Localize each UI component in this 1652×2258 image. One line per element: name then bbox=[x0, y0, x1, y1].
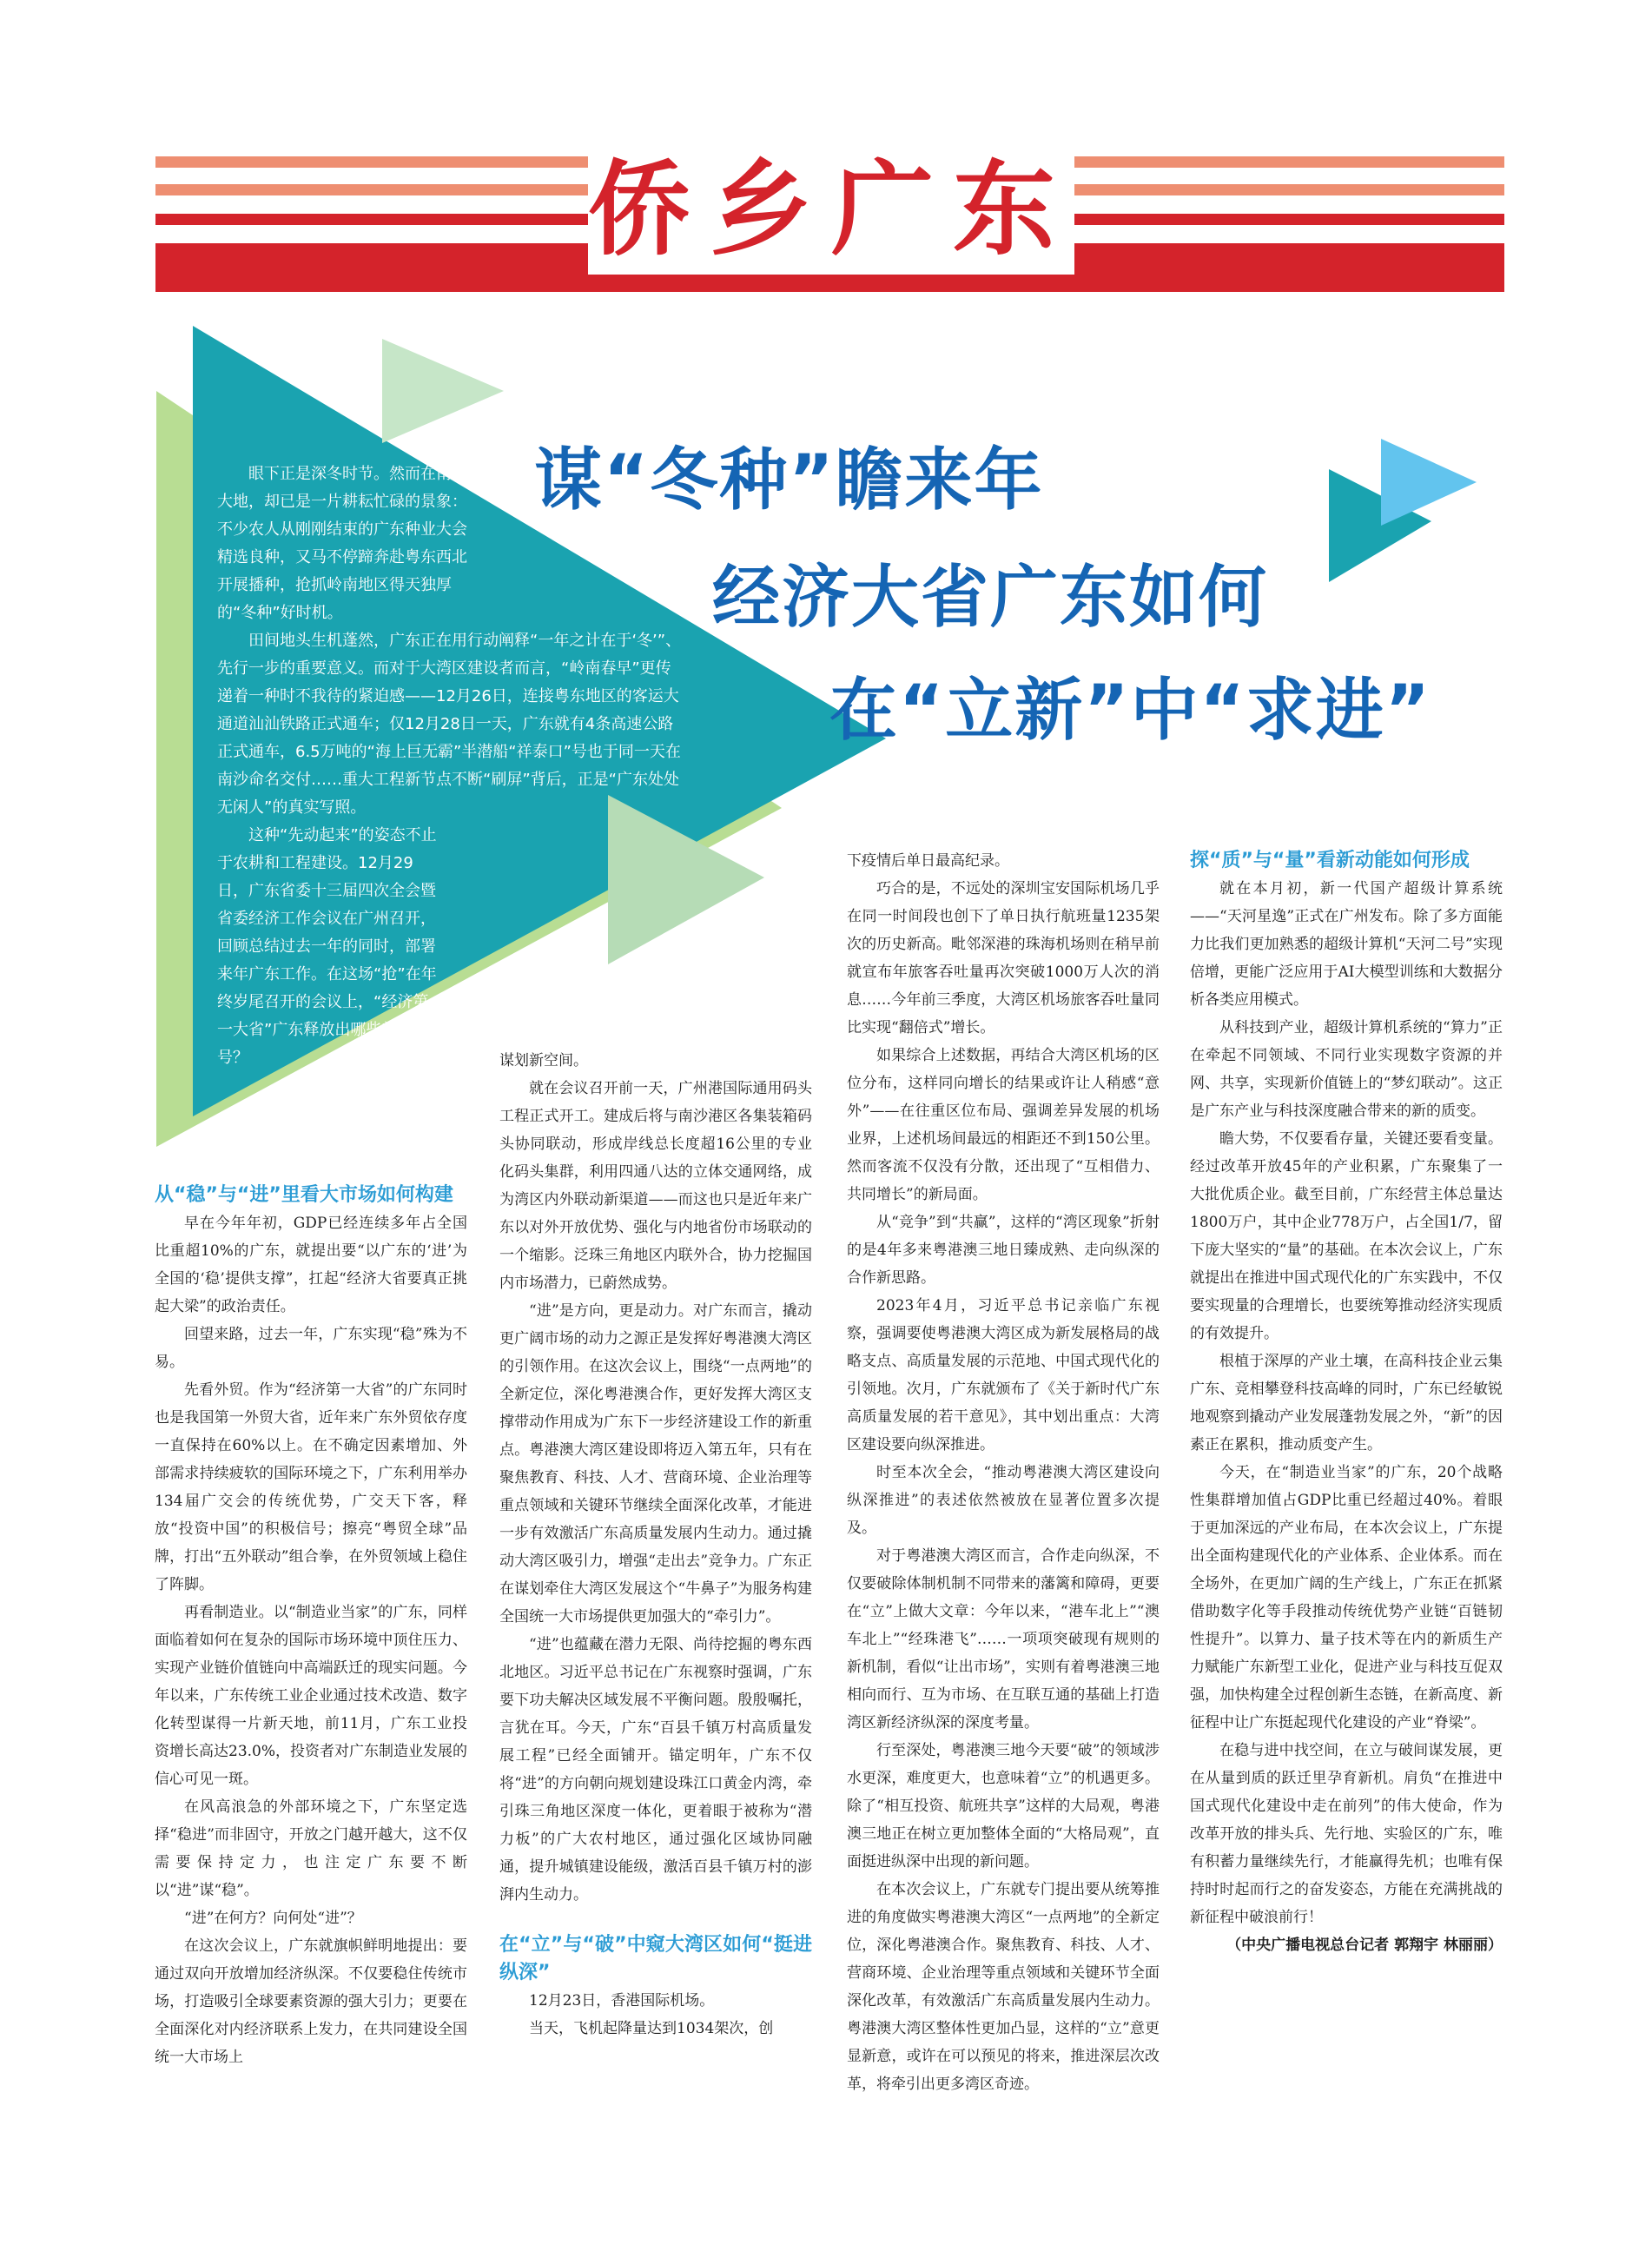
paragraph: 再看制造业。以“制造业当家”的广东，同样面临着如何在复杂的国际市场环境中顶住压力、实现产业链价值链向中高端跃迁的现实问题。今年以来，广东传统工业企业通过技术改造、数字化转型谋得一片新天地，前11月，广东工业投资增长高达23.0%，投资者对广东制造业发展的信心可见一斑。 bbox=[155, 1604, 468, 1788]
paragraph: “进”是方向，更是动力。对广东而言，撬动更广阔市场的动力之源正是发挥好粤港澳大湾区的引领作用。在这次会议上，围绕“一点两地”的全新定位，深化粤港澳合作，更好发挥大湾区支撑带动作用成为广东下一步经济建设工作的新重点。粤港澳大湾区建设即将迈入第五年，只有在聚焦教育、科技、人才、营商环境、企业治理等重点领域和关键环节继续全面深化改革，才能进一步有效激活广东高质量发展内生动力。通过撬动大湾区吸引力，增强“走出去”竞争力。广东正在谋划牵住大湾区发展这个“牛鼻子”为服务构建全国统一大市场提供更加强大的“牵引力”。 bbox=[499, 1302, 812, 1626]
paragraph: 在这次会议上，广东就旗帜鲜明地提出：要通过双向开放增加经济纵深。不仅要稳住传统市场，打造吸引全球要素资源的强大引力；更要在全面深化对内经济联系上发力，在共同建设全国统一大市场上 bbox=[155, 1937, 467, 2066]
paragraph: 当天，飞机起降量达到1034架次，创 bbox=[529, 2020, 774, 2037]
pale-green-triangle-top bbox=[382, 339, 504, 443]
column-3 bbox=[847, 847, 1160, 2098]
headline-line-2: 经济大省广东如何 bbox=[712, 559, 1269, 637]
paragraph: 从“竞争”到“共赢”，这样的“湾区现象”折射的是4年多来粤港澳三地日臻成熟、走向纵深的合作新思路。 bbox=[847, 1214, 1160, 1287]
intro-paragraph: 田间地头生机蓬然，广东正在用行动阐释“一年之计在于‘冬’”、先行一步的重要意义。而对于大湾区建设者而言，“岭南春早”更传递着一种时不我待的紧迫感——12月26日，连接粤东地区的客运大通道汕汕铁路正式通车；仅12月28日一天，广东就有4条高速公路正式通车，6.5万吨的“海上巨无霸”半潜船“祥泰口”号也于同一天在南沙命名交付……重大工程新节点不断“刷屏”背后，正是“广东处处无闲人”的真实写照。 bbox=[217, 632, 682, 817]
paragraph: 2023年4月，习近平总书记亲临广东视察，强调要使粤港澳大湾区成为新发展格局的战略支点、高质量发展的示范地、中国式现代化的引领地。次月，广东就颁布了《关于新时代广东高质量发展的若干意见》，其中划出重点：大湾区建设要向纵深推进。 bbox=[847, 1297, 1160, 1453]
paragraph: 12月23日，香港国际机场。 bbox=[529, 1992, 715, 2010]
paragraph: 在风高浪急的外部环境之下，广东坚定选择“稳进”而非固守，开放之门越开越大，这不仅需要保持定力，也注定广东要不断以“进”谋“稳”。 bbox=[155, 1798, 467, 1899]
intro-paragraph: 眼下正是深冬时节。然而在南粤大地，却已是一片耕耘忙碌的景象：不少农人从刚刚结束的广东种业大会精选良种，又马不停蹄奔赴粤东西北开展播种，抢抓岭南地区得天独厚的“冬种”好时机。 bbox=[217, 465, 467, 622]
headline-line-3: 在“立新”中“求进” bbox=[829, 672, 1432, 750]
paragraph: 回望来路，过去一年，广东实现“稳”殊为不易。 bbox=[155, 1326, 467, 1371]
section-heading: 在“立”与“破”中窥大湾区如何“挺进纵深” bbox=[499, 1934, 812, 1983]
paragraph: 下疫情后单日最高纪录。 bbox=[847, 852, 1009, 870]
column-2 bbox=[499, 1047, 812, 2043]
paragraph: 就在会议召开前一天，广州港国际通用码头工程正式开工。建成后将与南沙港区各集装箱码头协同联动，形成岸线总长度超16公里的专业化码头集群，利用四通八达的立体交通网络，成为湾区内外联动新渠道——而这也只是近年来广东以对外开放优势、强化与内地省份市场联动的一个缩影。泛珠三角地区内联外合，协力挖掘国内市场潜力，已蔚然成势。 bbox=[499, 1080, 812, 1292]
masthead-title: 侨乡广东 bbox=[588, 144, 1074, 275]
lightblue-triangle-right bbox=[1381, 439, 1477, 526]
paragraph: “进”也蕴藏在潜力无限、尚待挖掘的粤东西北地区。习近平总书记在广东视察时强调，广东要下功夫解决区域发展不平衡问题。殷殷嘱托，言犹在耳。今天，广东“百县千镇万村高质量发展工程”已经全面铺开。锚定明年，广东不仅将“进”的方向朝向规划建设珠江口黄金内湾，牵引珠三角地区深度一体化，更着眼于被称为“潜力板”的广大农村地区，通过强化区域协同融通，提升城镇建设能级，激活百县千镇万村的澎湃内生动力。 bbox=[499, 1636, 812, 1904]
paragraph: 就在本月初，新一代国产超级计算系统——“天河星逸”正式在广州发布。除了多方面能力比我们更加熟悉的超级计算机“天河二号”实现倍增，更能广泛应用于AI大模型训练和大数据分析各类应用模式。 bbox=[1190, 880, 1503, 1009]
paragraph: 在本次会议上，广东就专门提出要从统筹推进的角度做实粤港澳大湾区“一点两地”的全新定位，深化粤港澳合作。聚焦教育、科技、人才、营商环境、企业治理等重点领域和关键环节全面深化改革，有效激活广东高质量发展内生动力。粤港澳大湾区整体性更加凸显，这样的“立”意更显新意，或许在可以预见的将来，推进深层次改革，将牵引出更多湾区奇迹。 bbox=[847, 1881, 1160, 2093]
paragraph: 先看外贸。作为“经济第一大省”的广东同时也是我国第一外贸大省，近年来广东外贸依存度一直保持在60%以上。在不确定因素增加、外部需求持续疲软的国际环境之下，广东利用举办134届广交会的传统优势，广交天下客，释放“投资中国”的积极信号；擦亮“粤贸全球”品牌，打出“五外联动”组合拳，在外贸领域上稳住了阵脚。 bbox=[155, 1381, 467, 1593]
column-1 bbox=[155, 1182, 467, 2071]
section-heading: 探“质”与“量”看新动能如何形成 bbox=[1190, 850, 1470, 871]
paragraph: 时至本次全会，“推动粤港澳大湾区建设向纵深推进”的表述依然被放在显著位置多次提及。 bbox=[847, 1464, 1160, 1537]
intro-paragraph: 这种“先动起来”的姿态不止于农耕和工程建设。12月29日，广东省委十三届四次全会暨省委经济工作会议在广州召开，回顾总结过去一年的同时，部署来年广东工作。在这场“抢”在年终岁尾召开的会议上，“经济第一大省”广东释放出哪些新信号？ bbox=[217, 826, 437, 1067]
paragraph: 巧合的是，不远处的深圳宝安国际机场几乎在同一时间段也创下了单日执行航班量1235架次的历史新高。毗邻深港的珠海机场则在稍早前就宣布年旅客吞吐量再次突破1000万人次的消息……今年前三季度，大湾区机场旅客吞吐量同比实现“翻倍式”增长。 bbox=[847, 880, 1160, 1036]
paragraph: 行至深处，粤港澳三地今天要“破”的领域涉水更深，难度更大，也意味着“立”的机遇更多。除了“相互投资、航班共享”这样的大局观，粤港澳三地正在树立更加整体全面的“大格局观”，直面挺进纵深中出现的新问题。 bbox=[847, 1742, 1160, 1871]
paragraph: 对于粤港澳大湾区而言，合作走向纵深，不仅要破除体制机制不同带来的藩篱和障碍，更要在“立”上做大文章：今年以来，“港车北上”“澳车北上”“经珠港飞”……一项项突破现有规则的新机制，看似“让出市场”，实则有着粤港澳三地相向而行、互为市场、在互联互通的基础上打造湾区新经济纵深的深度考量。 bbox=[847, 1547, 1160, 1732]
paragraph: 在稳与进中找空间，在立与破间谋发展，更在从量到质的跃迁里孕育新机。肩负“在推进中国式现代化建设中走在前列”的伟大使命，作为改革开放的排头兵、先行地、实验区的广东，唯有积蓄力量继续先行，才能赢得先机；也唯有保持时时起而行之的奋发姿态，方能在充满挑战的新征程中破浪前行！ bbox=[1190, 1742, 1503, 1926]
paragraph: 今天，在“制造业当家”的广东，20个战略性集群增加值占GDP比重已经超过40%。着眼于更加深远的产业布局，在本次会议上，广东提出全面构建现代化的产业体系、企业体系。而在全场外，在更加广阔的生产线上，广东正在抓紧借助数字化等手段推动传统优势产业链“百链韧性提升”。以算力、量子技术等在内的新质生产力赋能广东新型工业化，促进产业与科技互促双强，加快构建全过程创新生态链，在新高度、新征程中让广东挺起现代化建设的产业“脊梁”。 bbox=[1190, 1464, 1503, 1732]
paragraph: 如果综合上述数据，再结合大湾区机场的区位分布，这样同向增长的结果或许让人稍感“意外”——在往重区位布局、强调差异发展的机场业界，上述机场间最远的相距还不到150公里。然而客流不仅没有分散，还出现了“互相借力、共同增长”的新局面。 bbox=[847, 1047, 1160, 1203]
paragraph: 早在今年年初，GDP已经连续多年占全国比重超10%的广东，就提出要“以广东的‘进’为全国的‘稳’提供支撑”，扛起“经济大省要真正挑起大梁”的政治责任。 bbox=[155, 1215, 467, 1315]
paragraph: 从科技到产业，超级计算机系统的“算力”正在牵起不同领域、不同行业实现数字资源的并网、共享，实现新价值链上的“梦幻联动”。这正是广东产业与科技深度融合带来的新的质变。 bbox=[1190, 1019, 1503, 1120]
paragraph: 瞻大势，不仅要看存量，关键还要看变量。经过改革开放45年的产业积累，广东聚集了一大批优质企业。截至目前，广东经营主体总量达1800万户，其中企业778万户，占全国1/7，留下庞大坚实的“量”的基础。在本次会议上，广东就提出在推进中国式现代化的广东实践中，不仅要实现量的合理增长，也要统筹推动经济实现质的有效提升。 bbox=[1190, 1130, 1503, 1342]
headline-line-1: 谋“冬种”瞻来年 bbox=[534, 441, 1044, 520]
section-heading: 从“稳”与“进”里看大市场如何构建 bbox=[155, 1184, 453, 1206]
byline: （中央广播电视总台记者 郭翔宇 林丽丽） bbox=[1226, 1937, 1503, 1954]
column-4 bbox=[1190, 847, 1503, 1959]
paragraph: 根植于深厚的产业土壤，在高科技企业云集广东、竞相攀登科技高峰的同时，广东已经敏锐地观察到撬动产业发展蓬勃发展之外，“新”的因素正在累积，推动质变产生。 bbox=[1190, 1353, 1503, 1453]
paragraph: 谋划新空间。 bbox=[499, 1052, 588, 1069]
paragraph: “进”在何方？向何处“进”？ bbox=[184, 1910, 362, 1927]
intro-text bbox=[217, 460, 704, 1072]
